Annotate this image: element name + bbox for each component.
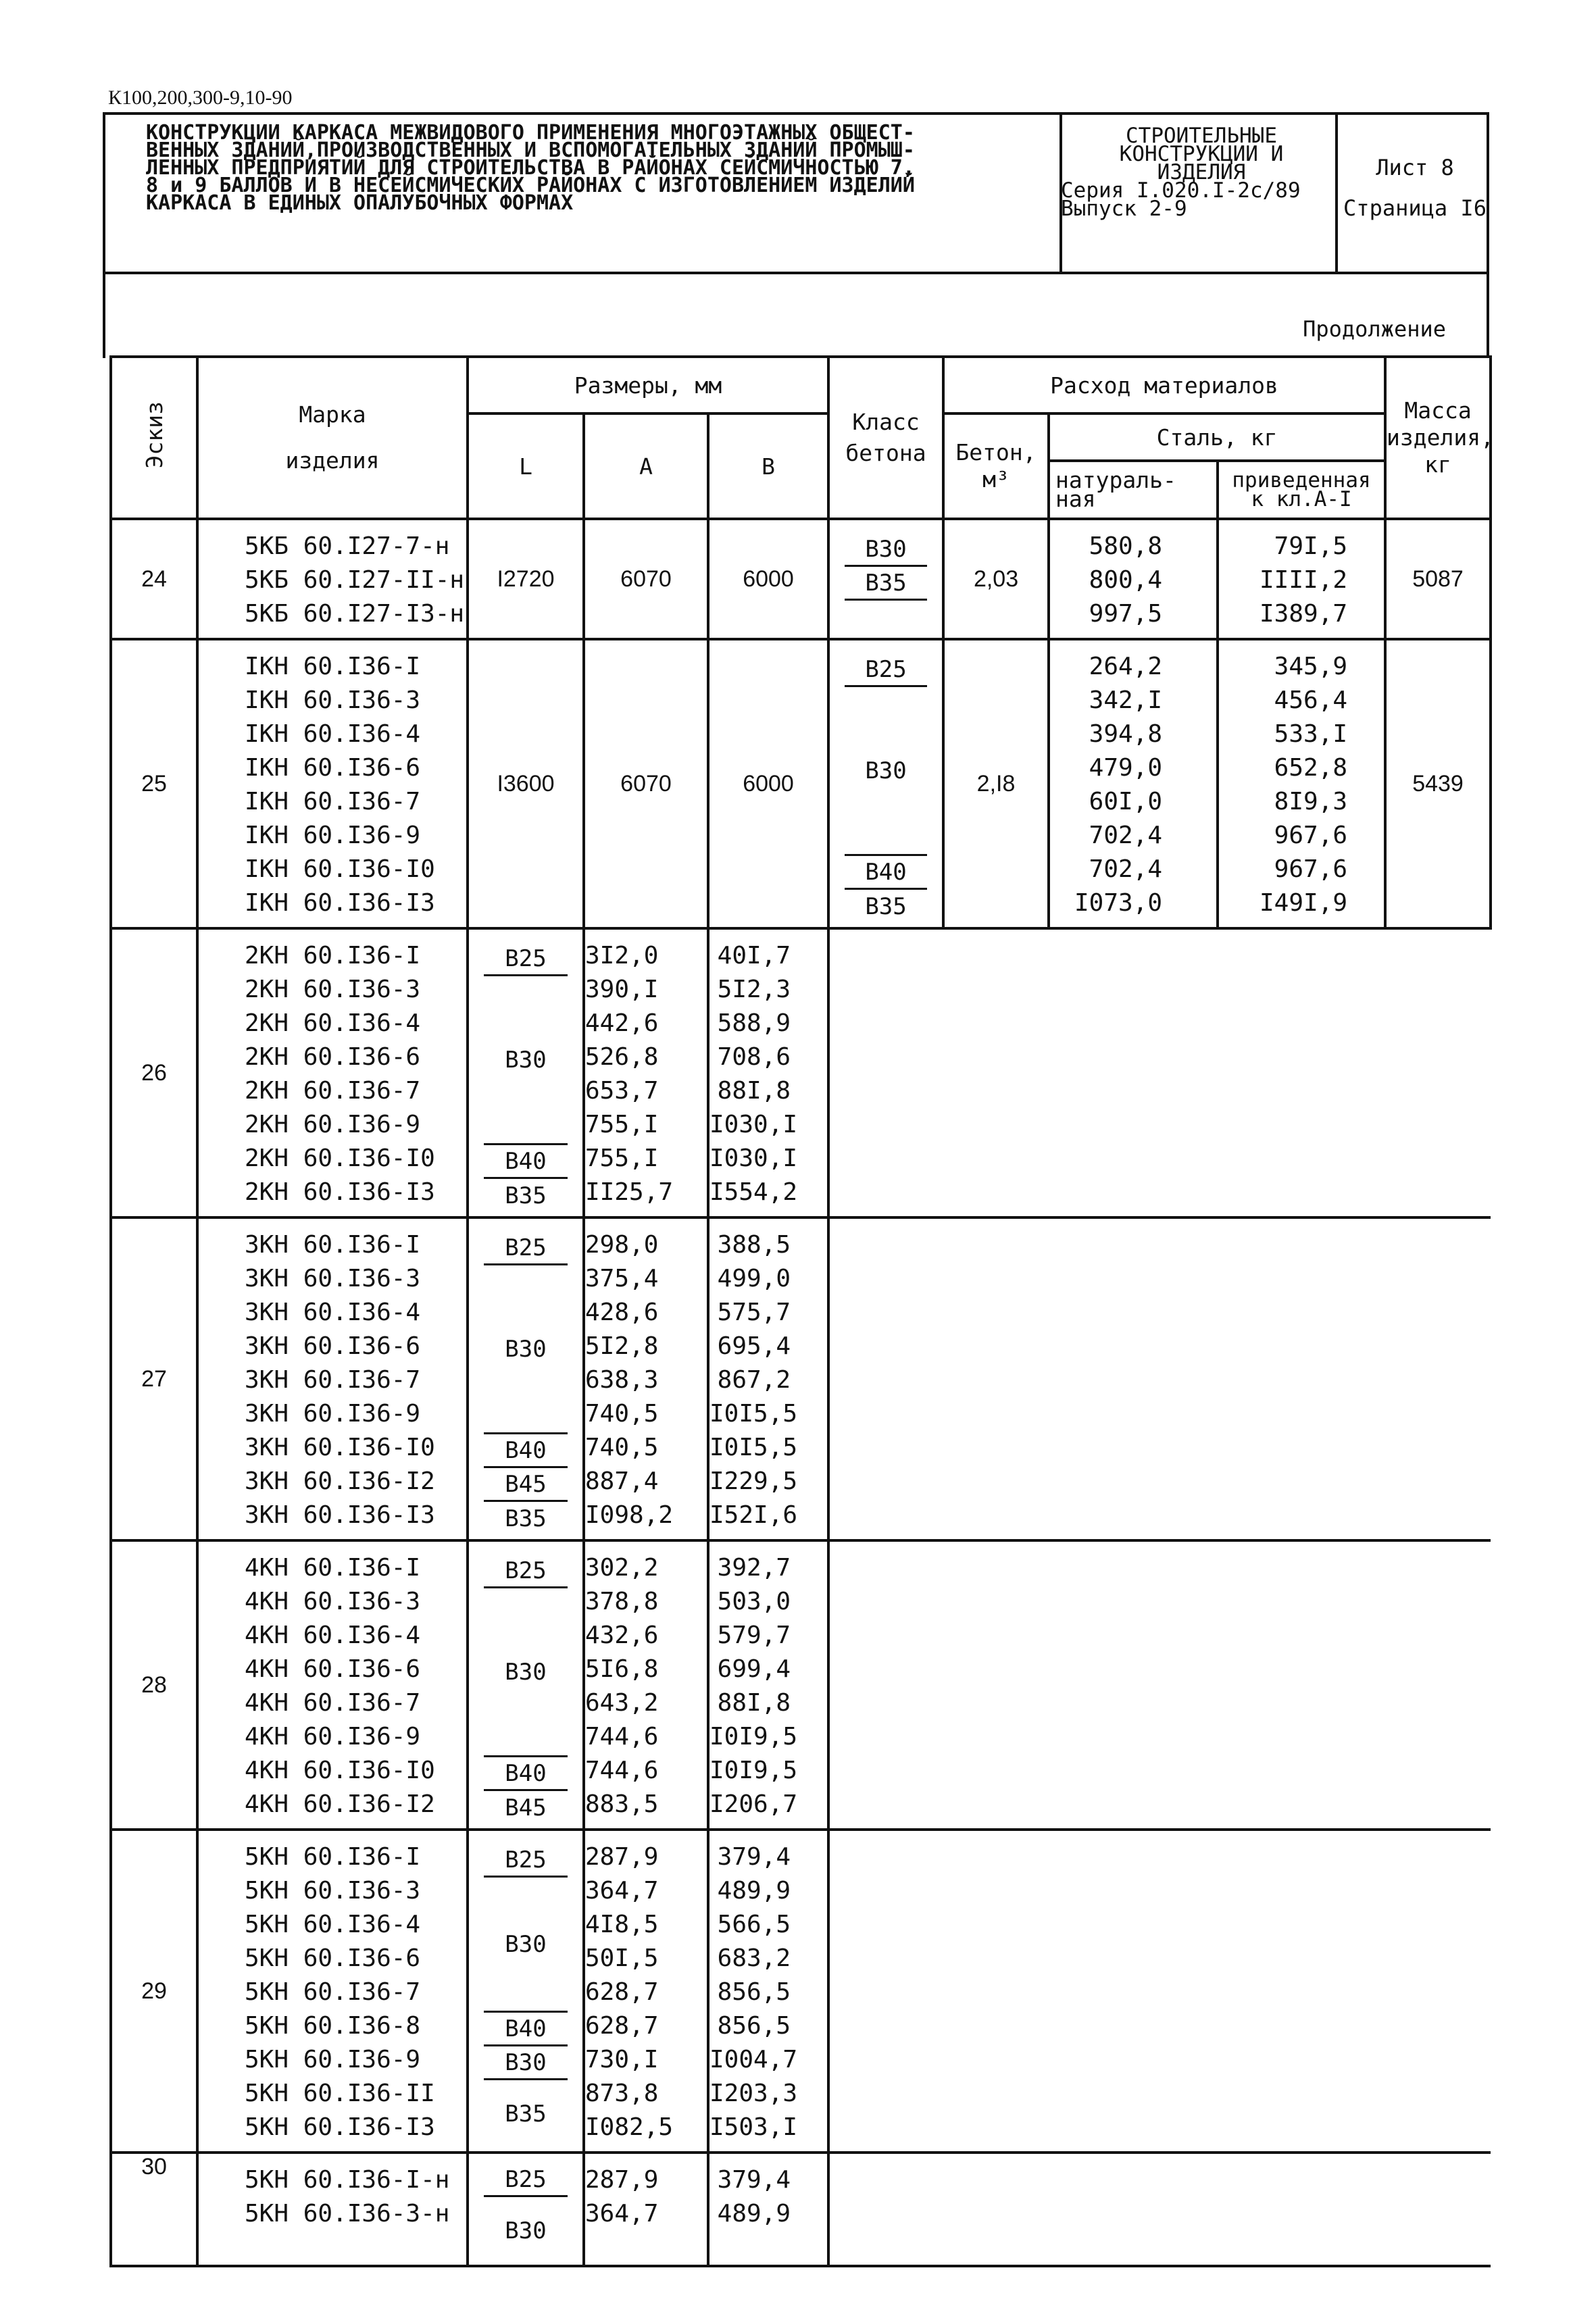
reduced-steel: 566,5 (717, 1911, 791, 1938)
natural-steel: II25,7 (585, 1178, 674, 1206)
reduced-steel: 533,I (1274, 720, 1348, 748)
natural-steel: 378,8 (585, 1588, 659, 1615)
reduced-steel: 489,9 (717, 1877, 791, 1905)
reduced-steel: 456,4 (1274, 686, 1348, 714)
natural-steel: 342,I (1089, 686, 1163, 714)
reduced-steel: 708,6 (717, 1043, 791, 1071)
reduced-steel-list (709, 2154, 827, 2231)
natural-steel-cell (584, 928, 708, 1217)
marks-cell (197, 639, 468, 928)
product-mark: IКН 60.I36-I3 (245, 889, 435, 917)
reduced-steel: 579,7 (717, 1621, 791, 1649)
reduced-steel: 392,7 (717, 1554, 791, 1582)
natural-steel: 638,3 (585, 1366, 659, 1394)
natural-steel: 740,5 (585, 1400, 659, 1428)
product-mark: 5КН 60.I36-II (245, 2080, 435, 2107)
issue-number: Выпуск 2-9 (1061, 197, 1187, 221)
marks-cell (197, 1830, 468, 2153)
sheet-number: Лист 8 (1376, 155, 1454, 180)
product-mark: 3КН 60.I36-I (245, 1231, 421, 1259)
concrete-class: В40 (484, 2013, 568, 2046)
product-mark: 4КН 60.I36-4 (245, 1621, 421, 1649)
concrete-class: В25 (484, 2163, 568, 2197)
natural-steel-list (1050, 520, 1216, 631)
series-line: ИЗДЕЛИЯ (1157, 160, 1246, 184)
sketch-number: 28 (111, 1540, 197, 1830)
natural-steel-cell (1049, 639, 1218, 928)
title-block (103, 112, 1489, 274)
concrete-class: В35 (865, 893, 907, 920)
concrete-class: В35 (505, 1182, 547, 1209)
series-line: КОНСТРУКЦИИ И (1119, 142, 1284, 166)
natural-steel: I073,0 (1074, 889, 1163, 917)
product-mass: 5439 (1385, 639, 1491, 928)
natural-steel: 653,7 (585, 1077, 659, 1105)
reduced-steel: I52I,6 (709, 1501, 798, 1529)
concrete-class: В40 (484, 1757, 568, 1791)
natural-steel: 744,6 (585, 1723, 659, 1751)
continuation-label: Продолжение (1303, 316, 1446, 342)
natural-steel: 702,4 (1089, 822, 1163, 849)
reduced-steel: I0I9,5 (709, 1757, 798, 1784)
table-group (111, 1540, 1491, 1830)
header-mass: Масса изделия, кг (1385, 357, 1491, 519)
table-group (111, 519, 1491, 639)
product-mark-list (199, 2154, 466, 2231)
product-mark: 5КН 60.I36-3 (245, 1877, 421, 1905)
concrete-class-cell (468, 2153, 584, 2266)
product-mark: 5КБ 60.I27-7-н (245, 532, 450, 560)
natural-steel: 800,4 (1089, 566, 1163, 594)
product-mark: 4КН 60.I36-3 (245, 1588, 421, 1615)
reduced-steel: 503,0 (717, 1588, 791, 1615)
natural-steel: 364,7 (585, 1877, 659, 1905)
concrete-class-cell (468, 1217, 584, 1540)
product-mark: 5КН 60.I36-3-н (245, 2200, 450, 2228)
concrete-class: В30 (845, 687, 927, 856)
natural-steel-list (585, 1542, 707, 1821)
natural-steel: 302,2 (585, 1554, 659, 1582)
natural-steel: 394,8 (1089, 720, 1163, 748)
reduced-steel-cell (1218, 519, 1385, 639)
reduced-steel: I0I9,5 (709, 1723, 798, 1751)
natural-steel-cell (584, 1830, 708, 2153)
product-mark: 5КН 60.I36-7 (245, 1978, 421, 2006)
natural-steel: 526,8 (585, 1043, 659, 1071)
product-mark: 4КН 60.I36-I2 (245, 1790, 435, 1818)
product-mark: 4КН 60.I36-6 (245, 1655, 421, 1683)
concrete-class: В35 (505, 2101, 547, 2128)
natural-steel: 580,8 (1089, 532, 1163, 560)
reduced-steel: 856,5 (717, 1978, 791, 2006)
reduced-steel: 79I,5 (1274, 532, 1348, 560)
concrete-class: В45 (484, 1468, 568, 1502)
concrete-volume: 2,03 (943, 519, 1049, 639)
natural-steel: 997,5 (1089, 600, 1163, 628)
reduced-steel: I004,7 (709, 2046, 798, 2073)
product-mark-list (199, 1219, 466, 1532)
product-mark-list (199, 1542, 466, 1821)
concrete-class: В25 (484, 942, 568, 976)
concrete-class: В30 (845, 533, 927, 567)
natural-steel: 702,4 (1089, 855, 1163, 883)
header-B: B (708, 413, 828, 519)
dimension-L: I3600 (468, 639, 584, 928)
concrete-class-cell (468, 928, 584, 1217)
natural-steel: 755,I (585, 1145, 659, 1172)
reduced-steel: IIII,2 (1259, 566, 1348, 594)
concrete-class: В25 (484, 1232, 568, 1265)
reduced-steel: 345,9 (1274, 653, 1348, 680)
dimension-A: 6070 (584, 519, 708, 639)
reduced-steel: 695,4 (717, 1332, 791, 1360)
reduced-steel: 88I,8 (717, 1689, 791, 1717)
product-mark: 2КН 60.I36-4 (245, 1009, 421, 1037)
product-mark: 2КН 60.I36-6 (245, 1043, 421, 1071)
reduced-steel: 967,6 (1274, 855, 1348, 883)
reduced-steel: I203,3 (709, 2080, 798, 2107)
reduced-steel: I0I5,5 (709, 1434, 798, 1461)
reduced-steel: I030,I (709, 1145, 798, 1172)
reduced-steel-cell (1218, 639, 1385, 928)
table-row (111, 1540, 1491, 1830)
concrete-class: В35 (845, 567, 927, 601)
concrete-class: В40 (845, 856, 927, 890)
reduced-steel: 379,4 (717, 1843, 791, 1871)
continuation-row (103, 272, 1489, 358)
natural-steel: 298,0 (585, 1231, 659, 1259)
concrete-class-cell (828, 519, 943, 639)
reduced-steel-list (709, 1219, 827, 1532)
series-block (1059, 124, 1343, 221)
reduced-steel: I503,I (709, 2113, 798, 2141)
product-mark: 5КБ 60.I27-II-н (245, 566, 465, 594)
reduced-steel-cell (708, 928, 828, 1217)
dimension-B: 6000 (708, 639, 828, 928)
reduced-steel: I554,2 (709, 1178, 798, 1206)
reduced-steel: I206,7 (709, 1790, 798, 1818)
concrete-class-cell (468, 1540, 584, 1830)
reduced-steel: 856,5 (717, 2012, 791, 2040)
natural-steel-list (585, 1219, 707, 1532)
natural-steel-cell (584, 1217, 708, 1540)
concrete-class: В40 (484, 1434, 568, 1468)
reduced-steel: 967,6 (1274, 822, 1348, 849)
header-concrete: Бетон, м³ (943, 413, 1049, 519)
concrete-class-cell (468, 1830, 584, 2153)
concrete-class: В35 (505, 1505, 547, 1532)
natural-steel: 3I2,0 (585, 942, 659, 970)
reduced-steel: 5I2,3 (717, 976, 791, 1003)
sketch-number: 30 (111, 2153, 197, 2266)
concrete-class: В25 (845, 653, 927, 687)
product-mark: 2КН 60.I36-I0 (245, 1145, 435, 1172)
table-group (111, 2153, 1491, 2266)
natural-steel: 628,7 (585, 1978, 659, 2006)
natural-steel: 287,9 (585, 2166, 659, 2194)
natural-steel: 4I8,5 (585, 1911, 659, 1938)
marks-cell (197, 1540, 468, 1830)
natural-steel: 643,2 (585, 1689, 659, 1717)
product-mark: 3КН 60.I36-I0 (245, 1434, 435, 1461)
product-mark: 5КН 60.I36-8 (245, 2012, 421, 2040)
reduced-steel-cell (708, 1830, 828, 2153)
sketch-number: 27 (111, 1217, 197, 1540)
header-concrete-class: Класс бетона (828, 357, 943, 519)
marks-cell (197, 2153, 468, 2266)
product-mark: IКН 60.I36-I0 (245, 855, 435, 883)
product-mark-list (199, 520, 466, 631)
product-mark: IКН 60.I36-7 (245, 788, 421, 815)
reduced-steel-list (1219, 640, 1384, 920)
natural-steel: 5I6,8 (585, 1655, 659, 1683)
reduced-steel: 588,9 (717, 1009, 791, 1037)
concrete-class (845, 601, 927, 634)
product-mark-list (199, 1831, 466, 2144)
product-mark: 3КН 60.I36-7 (245, 1366, 421, 1394)
natural-steel-list (585, 930, 707, 1209)
document-title: КОНСТРУКЦИИ КАРКАСА МЕЖВИДОВОГО ПРИМЕНЕНИЯ МНОГОЭТАЖНЫХ ОБЩЕСТ- ВЕННЫХ ЗДАНИЙ,ПРОИЗВОДСТВЕННЫХ И ВСПОМОГАТЕЛЬНЫХ ЗДАНИЙ ПРОМЫШ- ЛЕННЫХ ПРЕДПРИЯТИЙ ДЛЯ СТРОИТЕЛЬСТВА В РАЙОНАХ СЕЙСМИЧНОСТЬЮ 7, 8 и 9 БАЛЛОВ И В НЕСЕЙСМИЧЕСКИХ РАЙОНАХ С ИЗГОТОВЛЕНИЕМ ИЗДЕЛИЙ КАРКАСА В ЕДИНЫХ ОПАЛУБОЧНЫХ ФОРМАХ (146, 121, 915, 215)
reduced-steel: 699,4 (717, 1655, 791, 1683)
reduced-steel-cell (708, 1540, 828, 1830)
natural-steel: 390,I (585, 976, 659, 1003)
product-mark: IКН 60.I36-4 (245, 720, 421, 748)
natural-steel: 442,6 (585, 1009, 659, 1037)
concrete-class: В25 (484, 1844, 568, 1878)
product-mark: 3КН 60.I36-6 (245, 1332, 421, 1360)
marks-cell (197, 1217, 468, 1540)
natural-steel: 730,I (585, 2046, 659, 2073)
natural-steel: 60I,0 (1089, 788, 1163, 815)
table-row (111, 639, 1491, 928)
table-row (111, 2153, 1491, 2266)
marks-cell (197, 928, 468, 1217)
product-mark: IКН 60.I36-3 (245, 686, 421, 714)
header-dimensions: Размеры, мм (468, 357, 828, 413)
series-line: СТРОИТЕЛЬНЫЕ (1126, 124, 1277, 148)
header-materials: Расход материалов (943, 357, 1385, 413)
product-mark: 5КН 60.I36-6 (245, 1944, 421, 1972)
reduced-steel: 499,0 (717, 1265, 791, 1292)
series-number: Серия I.020.I-2с/89 (1061, 178, 1301, 203)
reduced-steel: I030,I (709, 1111, 798, 1138)
table-group (111, 639, 1491, 928)
product-mark: 2КН 60.I36-3 (245, 976, 421, 1003)
natural-steel-list (585, 1831, 707, 2144)
natural-steel: 50I,5 (585, 1944, 659, 1972)
natural-steel-cell (1049, 519, 1218, 639)
product-mark: 2КН 60.I36-I (245, 942, 421, 970)
sketch-number: 25 (111, 639, 197, 928)
concrete-class: В30 (484, 2046, 568, 2080)
natural-steel: 873,8 (585, 2080, 659, 2107)
product-mark: 2КН 60.I36-9 (245, 1111, 421, 1138)
materials-table (109, 355, 1492, 2267)
product-mark: 5КН 60.I36-4 (245, 1911, 421, 1938)
product-mark: 3КН 60.I36-I2 (245, 1467, 435, 1495)
table-row (111, 519, 1491, 639)
product-mark: 5КН 60.I36-I (245, 1843, 421, 1871)
sheet-info (1338, 147, 1492, 228)
product-mark: 5КБ 60.I27-I3-н (245, 600, 465, 628)
natural-steel: 479,0 (1089, 754, 1163, 782)
natural-steel-list (585, 2154, 707, 2231)
product-mark: 4КН 60.I36-7 (245, 1689, 421, 1717)
sketch-number: 24 (111, 519, 197, 639)
concrete-class: В25 (484, 1555, 568, 1588)
product-mark: IКН 60.I36-I (245, 653, 421, 680)
concrete-class: В40 (484, 1145, 568, 1179)
reduced-steel-cell (708, 1217, 828, 1540)
product-mass: 5087 (1385, 519, 1491, 639)
natural-steel: 375,4 (585, 1265, 659, 1292)
header-sketch: Эскиз (111, 357, 197, 519)
reduced-steel: 8I9,3 (1274, 788, 1348, 815)
concrete-class: В30 (484, 976, 568, 1145)
natural-steel: 432,6 (585, 1621, 659, 1649)
product-mark: 5КН 60.I36-I3 (245, 2113, 435, 2141)
reduced-steel-cell (708, 2153, 828, 2266)
reduced-steel: 88I,8 (717, 1077, 791, 1105)
product-mark: 5КН 60.I36-I-н (245, 2166, 450, 2194)
natural-steel: 740,5 (585, 1434, 659, 1461)
dimension-B: 6000 (708, 519, 828, 639)
product-mark: 3КН 60.I36-9 (245, 1400, 421, 1428)
header-natural: натураль- ная (1049, 461, 1218, 519)
natural-steel: 5I2,8 (585, 1332, 659, 1360)
product-mark-list (199, 640, 466, 920)
natural-steel: 883,5 (585, 1790, 659, 1818)
reduced-steel: I229,5 (709, 1467, 798, 1495)
document-code: К100,200,300-9,10-90 (108, 86, 293, 109)
product-mark: IКН 60.I36-9 (245, 822, 421, 849)
natural-steel: 887,4 (585, 1467, 659, 1495)
concrete-class: В30 (505, 2217, 547, 2244)
table-group (111, 1830, 1491, 2153)
reduced-steel-list (709, 1831, 827, 2144)
table-group (111, 928, 1491, 1217)
natural-steel: I082,5 (585, 2113, 674, 2141)
reduced-steel: 388,5 (717, 1231, 791, 1259)
header-mark: Марка изделия (197, 357, 468, 519)
natural-steel: 364,7 (585, 2200, 659, 2228)
reduced-steel: 867,2 (717, 1366, 791, 1394)
concrete-class: В45 (505, 1794, 547, 1821)
reduced-steel: 489,9 (717, 2200, 791, 2228)
reduced-steel: 40I,7 (717, 942, 791, 970)
table-group (111, 1217, 1491, 1540)
product-mark: 4КН 60.I36-9 (245, 1723, 421, 1751)
natural-steel-cell (584, 2153, 708, 2266)
reduced-steel: I49I,9 (1259, 889, 1348, 917)
product-mark: IКН 60.I36-6 (245, 754, 421, 782)
concrete-class: В30 (484, 1588, 568, 1757)
marks-cell (197, 519, 468, 639)
natural-steel: 264,2 (1089, 653, 1163, 680)
product-mark: 3КН 60.I36-4 (245, 1299, 421, 1326)
product-mark: 4КН 60.I36-I (245, 1554, 421, 1582)
natural-steel: 287,9 (585, 1843, 659, 1871)
reduced-steel: 379,4 (717, 2166, 791, 2194)
natural-steel: I098,2 (585, 1501, 674, 1529)
reduced-steel: 575,7 (717, 1299, 791, 1326)
table-header (111, 357, 1494, 519)
concrete-class: В30 (484, 1265, 568, 1434)
reduced-steel: 652,8 (1274, 754, 1348, 782)
reduced-steel: 683,2 (717, 1944, 791, 1972)
natural-steel: 755,I (585, 1111, 659, 1138)
concrete-volume: 2,I8 (943, 639, 1049, 928)
natural-steel: 428,6 (585, 1299, 659, 1326)
table-row (111, 928, 1491, 1217)
natural-steel: 628,7 (585, 2012, 659, 2040)
reduced-steel: I0I5,5 (709, 1400, 798, 1428)
concrete-class: В30 (484, 1878, 568, 2013)
product-mark: 3КН 60.I36-3 (245, 1265, 421, 1292)
reduced-steel-list (709, 930, 827, 1209)
reduced-steel-list (709, 1542, 827, 1821)
reduced-steel: I389,7 (1259, 600, 1348, 628)
product-mark: 2КН 60.I36-I3 (245, 1178, 435, 1206)
header-L: L (468, 413, 584, 519)
product-mark: 3КН 60.I36-I3 (245, 1501, 435, 1529)
natural-steel: 744,6 (585, 1757, 659, 1784)
product-mark: 2КН 60.I36-7 (245, 1077, 421, 1105)
header-A: A (584, 413, 708, 519)
natural-steel-cell (584, 1540, 708, 1830)
product-mark: 4КН 60.I36-I0 (245, 1757, 435, 1784)
sketch-number: 26 (111, 928, 197, 1217)
dimension-L: I2720 (468, 519, 584, 639)
product-mark: 5КН 60.I36-9 (245, 2046, 421, 2073)
table-row (111, 1830, 1491, 2153)
header-steel: Сталь, кг (1049, 413, 1385, 461)
sketch-number: 29 (111, 1830, 197, 2153)
natural-steel-list (1050, 640, 1216, 920)
table-row (111, 1217, 1491, 1540)
header-reduced: приведенная к кл.А-I (1218, 461, 1385, 519)
page-number: Страница I6 (1343, 195, 1487, 221)
concrete-class-cell (828, 639, 943, 928)
reduced-steel-list (1219, 520, 1384, 631)
dimension-A: 6070 (584, 639, 708, 928)
product-mark-list (199, 930, 466, 1209)
